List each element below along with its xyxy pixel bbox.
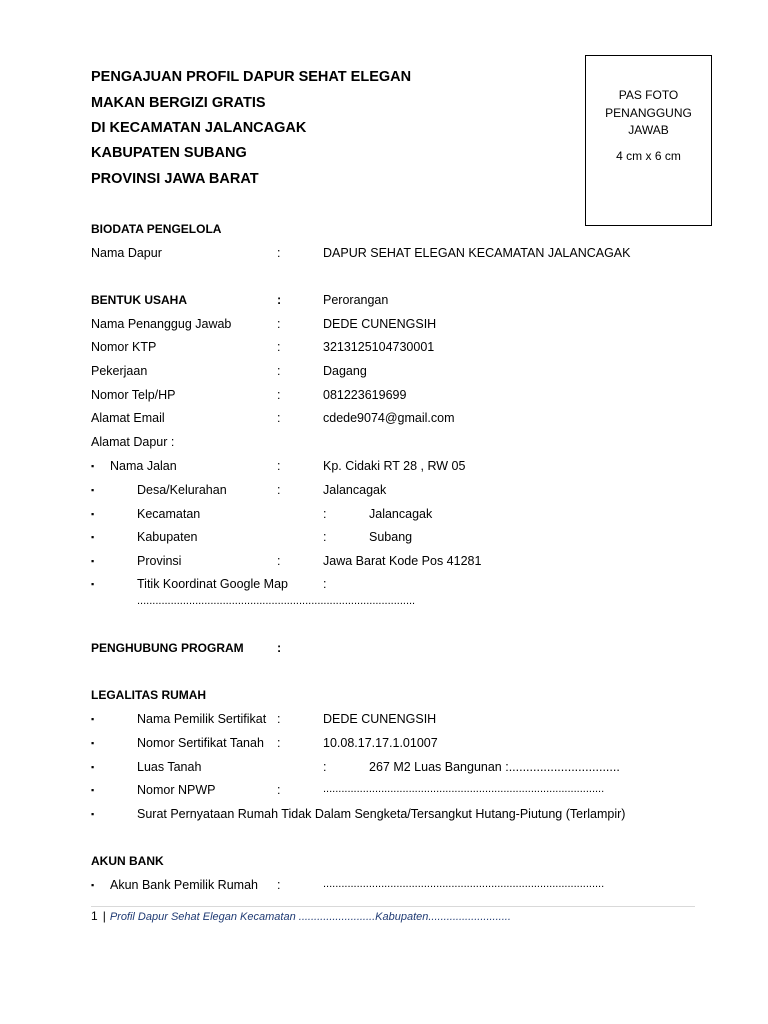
akun-bank-label: Akun Bank Pemilik Rumah [110, 878, 258, 892]
photo-placeholder-box [585, 55, 712, 226]
bentuk-usaha-colon: : [277, 293, 282, 307]
desa-colon: : [277, 483, 281, 497]
bentuk-usaha-value: Perorangan [323, 293, 389, 307]
bullet-icon: ▪ [91, 738, 95, 748]
title-line-1: PENGAJUAN PROFIL DAPUR SEHAT ELEGAN [91, 69, 412, 85]
bullet-icon: ▪ [91, 714, 95, 724]
page-footer [91, 909, 511, 923]
surat-pernyataan: Surat Pernyataan Rumah Tidak Dalam Sengketa/Tersangkut Hutang-Piutung (Terlampir) [137, 807, 626, 821]
telp-value: 081223619699 [323, 388, 407, 402]
title-line-2: MAKAN BERGIZI GRATIS [91, 95, 266, 111]
legalitas-heading: LEGALITAS RUMAH [91, 688, 207, 702]
luas-colon: : [323, 760, 327, 774]
email-label: Alamat Email [91, 411, 165, 425]
bullet-icon: ▪ [91, 880, 95, 890]
page-number: 1 [91, 909, 98, 923]
jalan-colon: : [277, 459, 281, 473]
pekerjaan-label: Pekerjaan [91, 364, 148, 378]
bullet-icon: ▪ [91, 532, 95, 542]
koordinat-colon: : [323, 577, 327, 591]
koordinat-label: Titik Koordinat Google Map [137, 577, 289, 591]
sertifikat-colon: : [277, 736, 281, 750]
npwp-colon: : [277, 783, 281, 797]
bullet-icon: ▪ [91, 556, 95, 566]
provinsi-colon: : [277, 554, 281, 568]
penanggung-colon: : [277, 317, 281, 331]
luas-value: 267 M2 Luas Bangunan :................................ [369, 760, 620, 774]
sertifikat-label: Nomor Sertifikat Tanah [137, 736, 264, 750]
footer-divider [91, 906, 695, 907]
email-colon: : [277, 411, 281, 425]
ktp-value: 3213125104730001 [323, 340, 435, 354]
photo-label-line-1: PAS FOTO [618, 88, 679, 102]
photo-size-label: 4 cm x 6 cm [616, 148, 681, 163]
bullet-icon: ▪ [91, 579, 95, 589]
telp-label: Nomor Telp/HP [91, 388, 176, 402]
footer-separator: | [102, 909, 106, 923]
nama-dapur-label: Nama Dapur [91, 246, 162, 260]
email-value: cdede9074@gmail.com [323, 411, 455, 425]
title-line-3: DI KECAMATAN JALANCAGAK [91, 120, 307, 136]
desa-label: Desa/Kelurahan [137, 483, 227, 497]
luas-label: Luas Tanah [137, 760, 202, 774]
pekerjaan-colon: : [277, 364, 281, 378]
kecamatan-value: Jalancagak [369, 507, 433, 521]
penghubung-colon: : [277, 641, 282, 655]
telp-colon: : [277, 388, 281, 402]
bentuk-usaha-label: BENTUK USAHA [91, 293, 187, 307]
photo-label-line-2: PENANGGUNG [605, 105, 692, 120]
nama-dapur-value: DAPUR SEHAT ELEGAN KECAMATAN JALANCAGAK [323, 246, 631, 260]
alamat-dapur-label: Alamat Dapur : [91, 435, 175, 449]
title-line-4: KABUPATEN SUBANG [91, 145, 247, 161]
koordinat-value: ........................................................................................... [137, 595, 416, 607]
bullet-icon: ▪ [91, 509, 95, 519]
bullet-icon: ▪ [91, 485, 95, 495]
ktp-label: Nomor KTP [91, 340, 157, 354]
ktp-colon: : [277, 340, 281, 354]
jalan-value: Kp. Cidaki RT 28 , RW 05 [323, 459, 466, 473]
npwp-value: ............................................................................................ [323, 783, 605, 795]
photo-label-line-3: JAWAB [628, 123, 669, 137]
pekerjaan-value: Dagang [323, 364, 367, 378]
pemilik-label: Nama Pemilik Sertifikat [137, 712, 267, 726]
pemilik-colon: : [277, 712, 281, 726]
bullet-icon: ▪ [91, 762, 95, 772]
nama-dapur-colon: : [277, 246, 281, 260]
desa-value: Jalancagak [323, 483, 387, 497]
sertifikat-value: 10.08.17.17.1.01007 [323, 736, 438, 750]
akun-bank-value: ............................................................................................ [323, 878, 605, 890]
bullet-icon: ▪ [91, 809, 95, 819]
penghubung-label: PENGHUBUNG PROGRAM [91, 641, 244, 655]
akun-bank-colon: : [277, 878, 281, 892]
penanggung-label: Nama Penanggug Jawab [91, 317, 232, 331]
kecamatan-label: Kecamatan [137, 507, 201, 521]
jalan-label: Nama Jalan [110, 459, 177, 473]
penanggung-value: DEDE CUNENGSIH [323, 317, 437, 331]
akun-bank-heading: AKUN BANK [91, 854, 164, 868]
bullet-icon: ▪ [91, 785, 95, 795]
footer-text: Profil Dapur Sehat Elegan Kecamatan .........................Kabupaten........................... [109, 911, 511, 923]
kabupaten-value: Subang [369, 530, 413, 544]
provinsi-value: Jawa Barat Kode Pos 41281 [323, 554, 482, 568]
npwp-label: Nomor NPWP [137, 783, 216, 797]
bullet-icon: ▪ [91, 461, 95, 471]
kecamatan-colon: : [323, 507, 327, 521]
kabupaten-colon: : [323, 530, 327, 544]
pemilik-value: DEDE CUNENGSIH [323, 712, 437, 726]
kabupaten-label: Kabupaten [137, 530, 198, 544]
title-line-5: PROVINSI JAWA BARAT [91, 171, 259, 187]
provinsi-label: Provinsi [137, 554, 182, 568]
biodata-heading: BIODATA PENGELOLA [91, 222, 222, 236]
